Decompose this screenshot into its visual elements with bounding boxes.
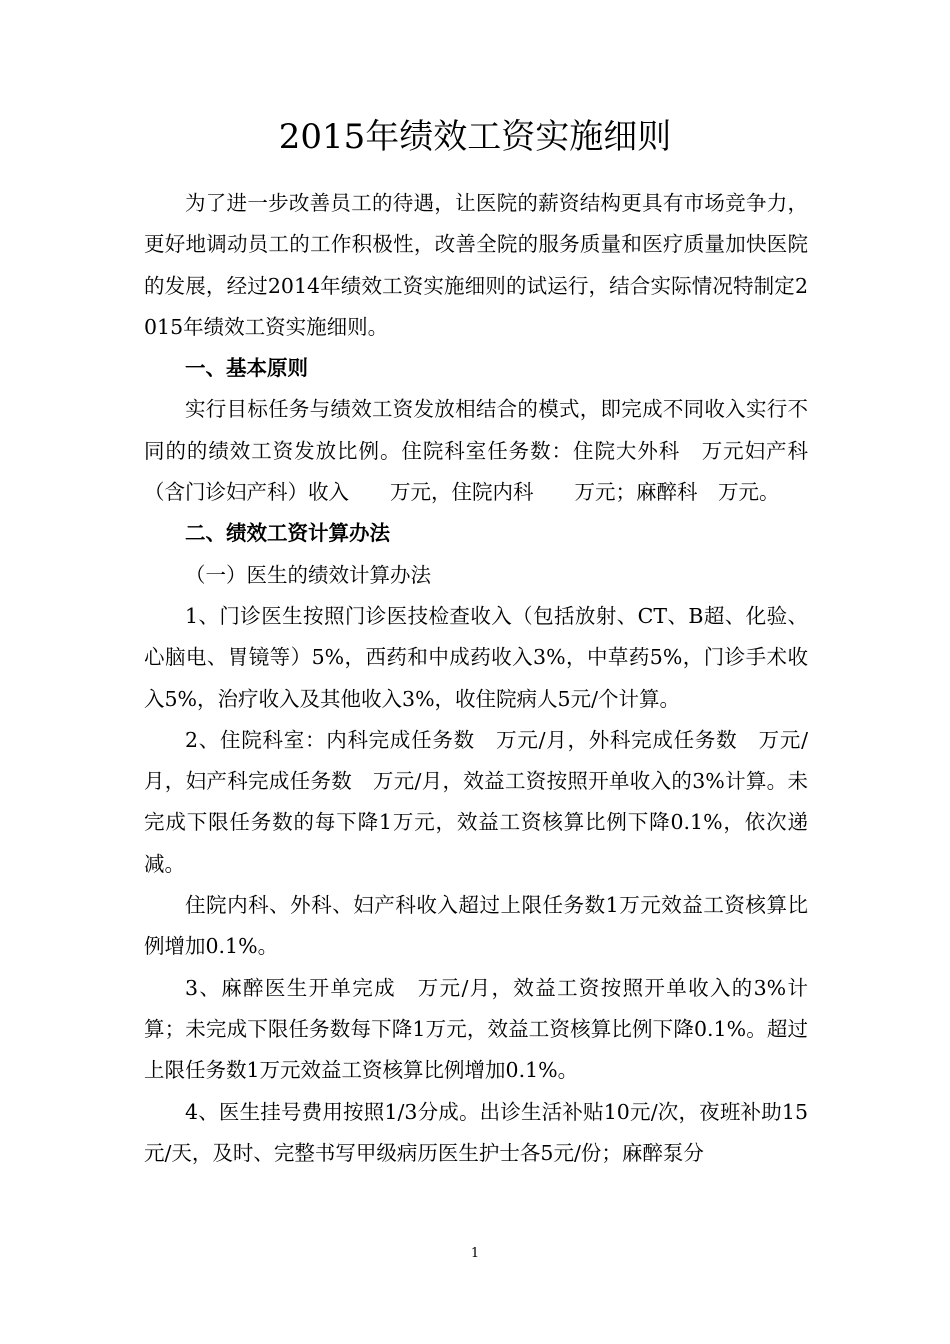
item-2-continuation-paragraph: 住院内科、外科、妇产科收入超过上限任务数1万元效益工资核算比例增加0.1%。	[144, 893, 808, 959]
subsection-heading-doctor-performance: （一）医生的绩效计算办法	[185, 562, 431, 587]
section-heading-calculation-method: 二、绩效工资计算办法	[185, 521, 390, 546]
document-title: 2015年绩效工资实施细则	[278, 117, 672, 157]
item-1-paragraph: 1、门诊医生按照门诊医技检查收入（包括放射、CT、B超、化验、心脑电、胃镜等）5%，西药和中成药收入3%，中草药5%，门诊手术收入5%，治疗收入及其他收入3%，收住院病人5元/个计算。	[144, 603, 808, 711]
item-4-paragraph: 4、医生挂号费用按照1/3分成。出诊生活补贴10元/次，夜班补助15元/天，及时、完整书写甲级病历医生护士各5元/份；麻醉泵分	[144, 1099, 808, 1165]
document-body	[144, 183, 808, 1174]
basic-principles-paragraph: 实行目标任务与绩效工资发放相结合的模式，即完成不同收入实行不同的的绩效工资发放比例。住院科室任务数：住院大外科 万元妇产科（含门诊妇产科）收入 万元，住院内科 万元；麻醉科 万元。	[144, 397, 808, 505]
item-3-paragraph: 3、麻醉医生开单完成 万元/月，效益工资按照开单收入的3%计算；未完成下限任务数每下降1万元，效益工资核算比例下降0.1%。超过上限任务数1万元效益工资核算比例增加0.1%。	[144, 975, 808, 1083]
section-heading-basic-principles: 一、基本原则	[185, 356, 308, 381]
page-number: 1	[470, 1246, 480, 1261]
intro-paragraph: 为了进一步改善员工的待遇，让医院的薪资结构更具有市场竞争力，更好地调动员工的工作积极性，改善全院的服务质量和医疗质量加快医院的发展，经过2014年绩效工资实施细则的试运行，结合实际情况特制定2015年绩效工资实施细则。	[144, 191, 808, 339]
item-2-paragraph: 2、住院科室：内科完成任务数 万元/月，外科完成任务数 万元/月，妇产科完成任务数 万元/月，效益工资按照开单收入的3%计算。未完成下限任务数的每下降1万元，效益工资核算比例下降0.1%，依次递减。	[144, 727, 808, 876]
